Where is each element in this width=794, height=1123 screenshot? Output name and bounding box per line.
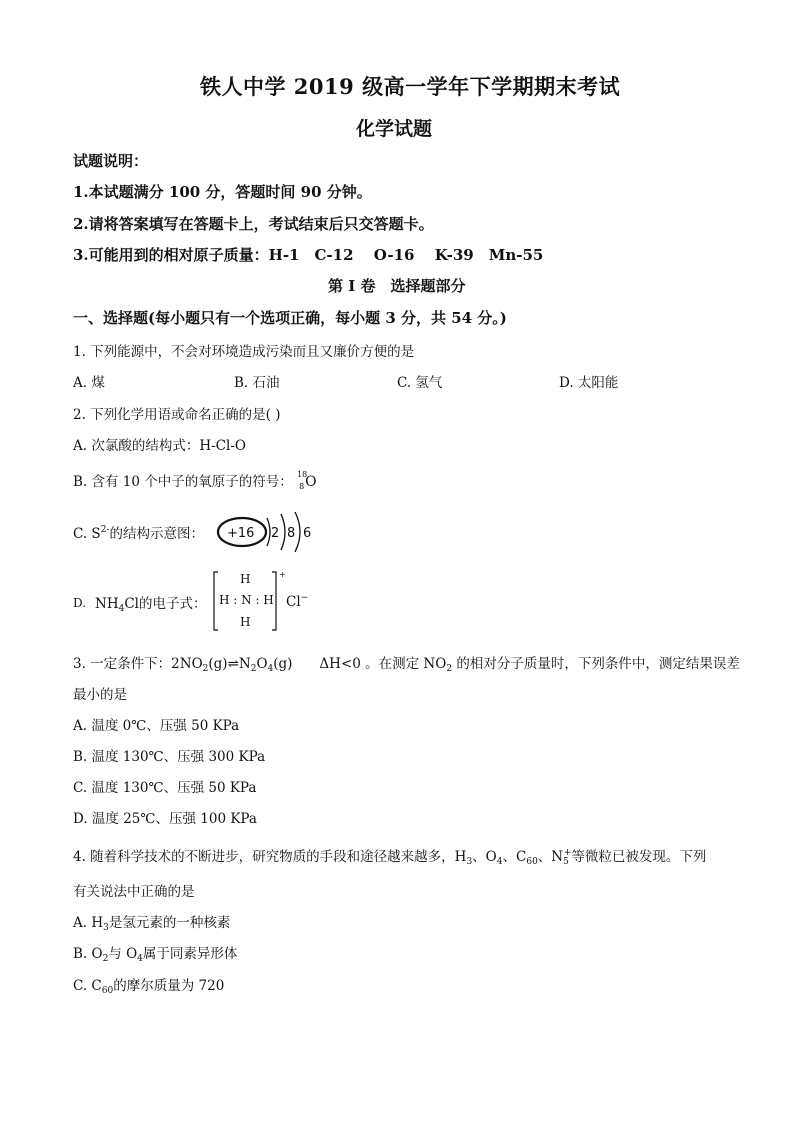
q4-stem: 4. 随着科学技术的不断进步，研究物质的手段和途径越来越多，$H_3$、$O_4$、$C_{60}$、$N_5^+$等微粒已被发现。下列: [73, 848, 707, 867]
shell-2-count: 8: [287, 526, 296, 541]
chloride-ion: Cl−: [286, 593, 309, 610]
q1-option-a: A. 煤: [73, 375, 105, 391]
q2-option-d-label: D.: [73, 596, 87, 610]
svg-text:+: +: [279, 570, 286, 579]
q3-stem: 3. 一定条件下：$2NO_2(g)\rightleftharpoons N_2O_4(g)$ ΔH<0 。在测定 $NO_2$ 的相对分子质量时，下列条件中，测定结果误差: [73, 656, 740, 674]
q4-option-a: A. $H_3$是氢元素的一种核素: [73, 915, 231, 933]
nucleus-charge: +16: [227, 526, 255, 541]
exam-title: 铁人中学 2019 级高一学年下学期期末考试: [200, 74, 621, 99]
sulfide-ion-structure-diagram: [215, 508, 325, 554]
q1-stem: 1. 下列能源中，不会对环境造成污染而且又廉价方便的是: [73, 344, 415, 360]
subject-title: 化学试题: [356, 118, 433, 140]
q4-option-c: C. $C_{60}$的摩尔质量为 720: [73, 978, 225, 996]
q2-option-d: [73, 595, 86, 611]
part-heading: 一、选择题(每小题只有一个选项正确，每小题 3 分，共 54 分。): [73, 309, 507, 327]
q2-option-a: A. 次氯酸的结构式：H-Cl-O: [73, 438, 246, 454]
q2-option-b-text: B. 含有 10 个中子的氧原子的符号：: [73, 474, 293, 490]
q3-stem-line-2: 最小的是: [73, 687, 127, 703]
q4-option-b: B. $O_2$与 $O_4$属于同素异形体: [73, 946, 238, 964]
electron-dot-top-h: H: [240, 572, 251, 586]
q3-option-d: D. 温度 25℃、压强 100 KPa: [73, 811, 257, 827]
electron-dot-bottom-h: H: [240, 615, 251, 629]
shell-1-count: 2: [271, 526, 280, 541]
sulfide-charge: 2-: [100, 525, 110, 535]
q1-option-b: B. 石油: [234, 375, 280, 391]
ammonium-chloride-formula: $NH_4Cl$的电子式：: [95, 596, 207, 614]
instruction-line-3: 3.可能用到的相对原子质量：H-1 C-12 O-16 K-39 Mn-55: [73, 246, 544, 264]
instruction-line-1: 1.本试题满分 100 分，答题时间 90 分钟。: [73, 183, 372, 201]
q1-option-c: C. 氢气: [397, 375, 443, 391]
q2-option-c: [73, 522, 204, 542]
element-symbol: O: [305, 473, 317, 490]
q3-option-b: B. 温度 130℃、压强 300 KPa: [73, 749, 266, 765]
q3-option-c: C. 温度 130℃、压强 50 KPa: [73, 780, 257, 796]
q4-stem-line-2: 有关说法中正确的是: [73, 884, 195, 900]
shell-3-count: 6: [303, 526, 312, 541]
instructions-heading: 试题说明：: [73, 152, 149, 170]
electron-dot-middle: H : N : H: [219, 593, 274, 607]
mass-number: 18: [297, 469, 308, 479]
oxygen-18-symbol: [297, 469, 317, 491]
q1-option-d: D. 太阳能: [559, 375, 619, 391]
q2-option-c-tail: 的结构示意图：: [109, 526, 204, 542]
q3-option-a: A. 温度 0℃、压强 50 KPa: [73, 718, 240, 734]
volume-heading: 第 I 卷 选择题部分: [328, 277, 466, 295]
q2-option-c-label: C. S: [73, 526, 101, 542]
q2-stem: 2. 下列化学用语或命名正确的是( ): [73, 407, 281, 423]
instruction-line-2: 2.请将答案填写在答题卡上，考试结束后只交答题卡。: [73, 215, 434, 233]
q2-option-b: [73, 470, 315, 490]
atomic-number: 8: [299, 481, 305, 491]
